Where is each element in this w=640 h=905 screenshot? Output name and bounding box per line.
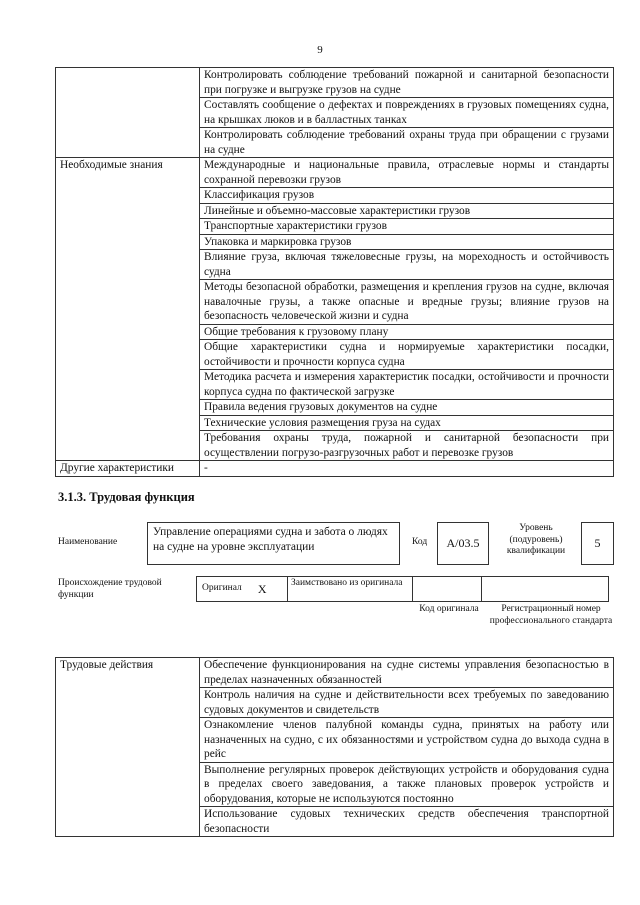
row-item: Контроль наличия на судне и действительности всех требуемых по заведованию судовых документов и свидетельств [200, 688, 614, 718]
row-item: Линейные и объемно-массовые характеристики грузов [200, 203, 614, 219]
actions-table [55, 657, 614, 837]
table-row [56, 158, 614, 188]
name-label: Наименование [58, 537, 118, 547]
knowledge-table [55, 67, 614, 477]
table-row [56, 461, 614, 477]
row-item: Обеспечение функционирования на судне системы управления безопасностью в пределах назначенных обязанностей [200, 658, 614, 688]
row-item: Общие требования к грузовому плану [200, 324, 614, 340]
reg-number-caption: Регистрационный номер профессионального стандарта [489, 604, 613, 626]
row-item: Международные и национальные правила, отраслевые нормы и стандарты сохранной перевозки грузов [200, 158, 614, 188]
row-item: Выполнение регулярных проверок действующих устройств и оборудования судна в пределах своего заведования, а также плановых проверок устройств и оборудования, которые не используются постоянно [200, 762, 614, 807]
code-label: Код [412, 537, 428, 547]
row-item: - [200, 461, 614, 477]
reg-number-cell [481, 576, 609, 602]
row-item: Технические условия размещения груза на судах [200, 415, 614, 431]
origin-row [196, 576, 609, 602]
row-label: Другие характеристики [56, 461, 200, 477]
code-original-caption: Код оригинала [419, 604, 479, 614]
code-original-cell [412, 576, 482, 602]
table-row [56, 68, 614, 98]
row-item: Упаковка и маркировка грузов [200, 234, 614, 250]
row-item: Транспортные характеристики грузов [200, 219, 614, 235]
borrowed-cell [287, 576, 413, 602]
original-mark: X [257, 581, 267, 596]
row-label: Трудовые действия [56, 658, 200, 837]
row-item: Требования охраны труда, пожарной и санитарной безопасности при осуществлении погрузо-разгрузочных работ и перевозке грузов [200, 431, 614, 461]
row-label: Необходимые знания [56, 158, 200, 461]
row-item: Влияние груза, включая тяжеловесные грузы, на мореходность и остойчивость судна [200, 250, 614, 280]
row-item: Ознакомление членов палубной команды судна, принятых на работу или назначенных на судно, с их обязанностями и устройством судна до выхода судна в рейс [200, 718, 614, 763]
origin-label: Происхождение трудовой функции [58, 578, 162, 600]
row-label [56, 68, 200, 158]
row-item: Классификация грузов [200, 188, 614, 204]
section-title: 3.1.3. Трудовая функция [58, 490, 195, 504]
table-row [56, 658, 614, 688]
page-number: 9 [317, 44, 323, 56]
row-item: Общие характеристики судна и нормируемые характеристики посадки, остойчивости и прочности корпуса судна [200, 340, 614, 370]
qualification-level-box: 5 [581, 522, 614, 565]
borrowed-label: Заимствовано из оригинала [291, 578, 403, 588]
level-label: Уровень (подуровень) квалификации [506, 523, 566, 556]
row-item: Контролировать соблюдение требований охраны труда при обращении с грузами на судне [200, 128, 614, 158]
original-label: Оригинал [202, 583, 242, 594]
row-item: Правила ведения грузовых документов на судне [200, 400, 614, 416]
row-item: Составлять сообщение о дефектах и повреждениях в грузовых помещениях судна, на крышках люков и в балластных танках [200, 98, 614, 128]
function-code-box: A/03.5 [437, 522, 489, 565]
row-item: Методика расчета и измерения характеристик посадки, остойчивости и прочности корпуса судна по фактической загрузке [200, 370, 614, 400]
row-item: Контролировать соблюдение требований пожарной и санитарной безопасности при погрузке и выгрузке грузов на судне [200, 68, 614, 98]
row-item: Методы безопасной обработки, размещения и крепления грузов на судне, включая навалочные грузы, а также опасные и вредные грузы; влияние грузов на безопасность человеческой жизни и судна [200, 280, 614, 325]
function-name-box: Управление операциями судна и забота о людях на судне на уровне эксплуатации [147, 522, 400, 565]
row-item: Использование судовых технических средств обеспечения транспортной безопасности [200, 807, 614, 837]
original-cell [196, 576, 288, 602]
